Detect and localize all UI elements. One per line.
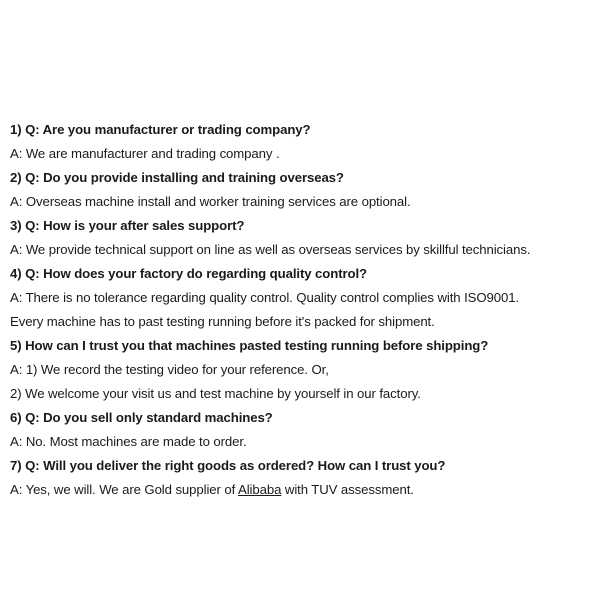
faq-item <box>10 454 588 502</box>
faq-answer: A: No. Most machines are made to order. <box>10 434 247 449</box>
faq-question: 5) How can I trust you that machines pasted testing running before shipping? <box>10 338 489 353</box>
faq-item <box>10 262 588 334</box>
faq-answer: Every machine has to past testing running before it's packed for shipment. <box>10 314 435 329</box>
faq-item <box>10 214 588 262</box>
faq-answer: A: We are manufacturer and trading company . <box>10 146 280 161</box>
faq-question: 4) Q: How does your factory do regarding quality control? <box>10 266 367 281</box>
faq-list <box>10 118 588 502</box>
faq-answer-prefix: A: Yes, we will. We are Gold supplier of <box>10 482 239 497</box>
faq-answer: 2) We welcome your visit us and test machine by yourself in our factory. <box>10 386 421 401</box>
faq-answer <box>10 478 588 502</box>
faq-item <box>10 118 588 166</box>
faq-question: 6) Q: Do you sell only standard machines? <box>10 410 273 425</box>
faq-answer: A: We provide technical support on line as well as overseas services by skillful technicians. <box>10 242 531 257</box>
faq-answer: A: Overseas machine install and worker training services are optional. <box>10 194 411 209</box>
faq-answer: A: There is no tolerance regarding quality control. Quality control complies with ISO9001. <box>10 290 519 305</box>
faq-item <box>10 166 588 214</box>
faq-question: 7) Q: Will you deliver the right goods as ordered? How can I trust you? <box>10 458 446 473</box>
faq-item <box>10 406 588 454</box>
faq-question: 2) Q: Do you provide installing and training overseas? <box>10 170 344 185</box>
faq-question: 3) Q: How is your after sales support? <box>10 218 245 233</box>
faq-item <box>10 334 588 406</box>
faq-question: 1) Q: Are you manufacturer or trading company? <box>10 122 311 137</box>
alibaba-link[interactable]: Alibaba <box>238 482 282 497</box>
faq-answer-suffix: with TUV assessment. <box>281 482 414 497</box>
faq-answer: A: 1) We record the testing video for your reference. Or, <box>10 362 329 377</box>
